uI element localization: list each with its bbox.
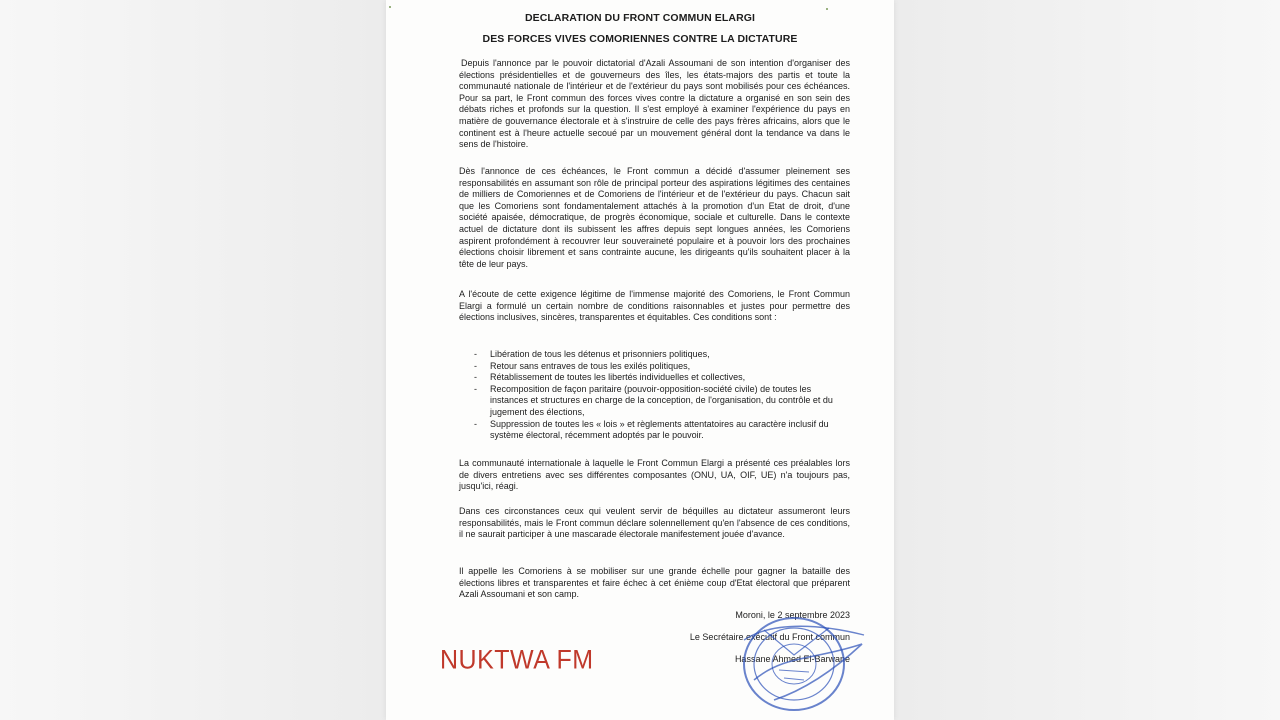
official-stamp-icon (734, 600, 870, 720)
background-left (0, 0, 386, 720)
watermark-logo: NUKTWA FM (440, 644, 594, 676)
paragraph-6: Il appelle les Comoriens à se mobiliser sur une grande échelle pour gagner la bataille des élections libres et transparentes et faire échec à cet énième coup d'Etat électoral que préparent Azali Assoumani et son camp. (459, 566, 850, 600)
signatory-name: Hassane Ahmed El-Barwane (734, 654, 850, 664)
condition-item: - Recomposition de façon paritaire (pouvoir-opposition-société civile) de toutes les instances et structures en charge de la conception, de l'organisation, du contrôle et du jugement des élections, (474, 384, 850, 419)
condition-item: - Libération de tous les détenus et prisonniers politiques, (474, 349, 850, 361)
paragraph-2: Dès l'annonce de ces échéances, le Front commun a décidé d'assumer pleinement ses responsabilités en assumant son rôle de principal porteur des aspirations légitimes des centaines de milliers de Comoriennes et de Comoriens de l'intérieur et de l'extérieur du pays. Chacun sait que les Comoriens sont fondamentalement attachés à la promotion d'un Etat de droit, d'une société apaisée, démocratique, de progrès économique, sociale et culturelle. Dans le contexte actuel de dictature dont ils subissent les affres depuis sept longues années, les Comoriens aspirent profondément à recouvrer leur souveraineté populaire et à pouvoir lors des prochaines élections choisir librement et sans contrainte aucune, les dirigeants qu'ils souhaitent placer à la tête de leur pays. (459, 166, 850, 269)
conditions-list (474, 349, 850, 442)
document-page (386, 0, 894, 720)
condition-item: - Rétablissement de toutes les libertés individuelles et collectives, (474, 372, 850, 384)
speck (826, 8, 828, 10)
condition-item: - Suppression de toutes les « lois » et règlements attentatoires au caractère inclusif du système électoral, récemment adoptés par le pouvoir. (474, 419, 850, 442)
paragraph-3: A l'écoute de cette exigence légitime de l'immense majorité des Comoriens, le Front Commun Elargi a formulé un certain nombre de conditions raisonnables et justes pour permettre des élections inclusives, sincères, transparentes et équitables. Ces conditions sont : (459, 289, 850, 323)
background-right (894, 0, 1280, 720)
signatory-role: Le Secrétaire exécutif du Front commun (689, 632, 850, 642)
paragraph-1: Depuis l'annonce par le pouvoir dictatorial d'Azali Assoumani de son intention d'organiser des élections présidentielles et de gouverneurs des îles, les états-majors des partis et toute la communauté nationale de l'intérieur et de l'extérieur du pays sont mobilisés pour ces échéances. Pour sa part, le Front commun des forces vives contre la dictature a organisé en son sein des débats riches et profonds sur la question. Il s'est employé à examiner l'expérience du pays en matière de gouvernance électorale et à s'instruire de celle des pays frères africains, alors que le continent est à l'heure actuelle secoué par un mouvement général dont la tendance va dans le sens de l'histoire. (459, 58, 850, 150)
speck (389, 6, 391, 8)
document-title: DECLARATION DU FRONT COMMUN ELARGI (524, 12, 756, 24)
condition-item: - Retour sans entraves de tous les exilés politiques, (474, 361, 850, 373)
paragraph-5: Dans ces circonstances ceux qui veulent servir de béquilles au dictateur assumeront leurs responsabilités, mais le Front commun déclare solennellement qu'en l'absence de ces conditions, il ne saurait participer à une mascarade électorale manifestement jouée d'avance. (459, 506, 850, 540)
paragraph-4: La communauté internationale à laquelle le Front Commun Elargi a présenté ces préalables lors de divers entretiens avec ses différentes composantes (ONU, UA, OIF, UE) n'a toujours pas, jusqu'ici, réagi. (459, 458, 850, 492)
place-date: Moroni, le 2 septembre 2023 (735, 610, 850, 620)
document-subtitle: DES FORCES VIVES COMORIENNES CONTRE LA DICTATURE (482, 33, 798, 45)
